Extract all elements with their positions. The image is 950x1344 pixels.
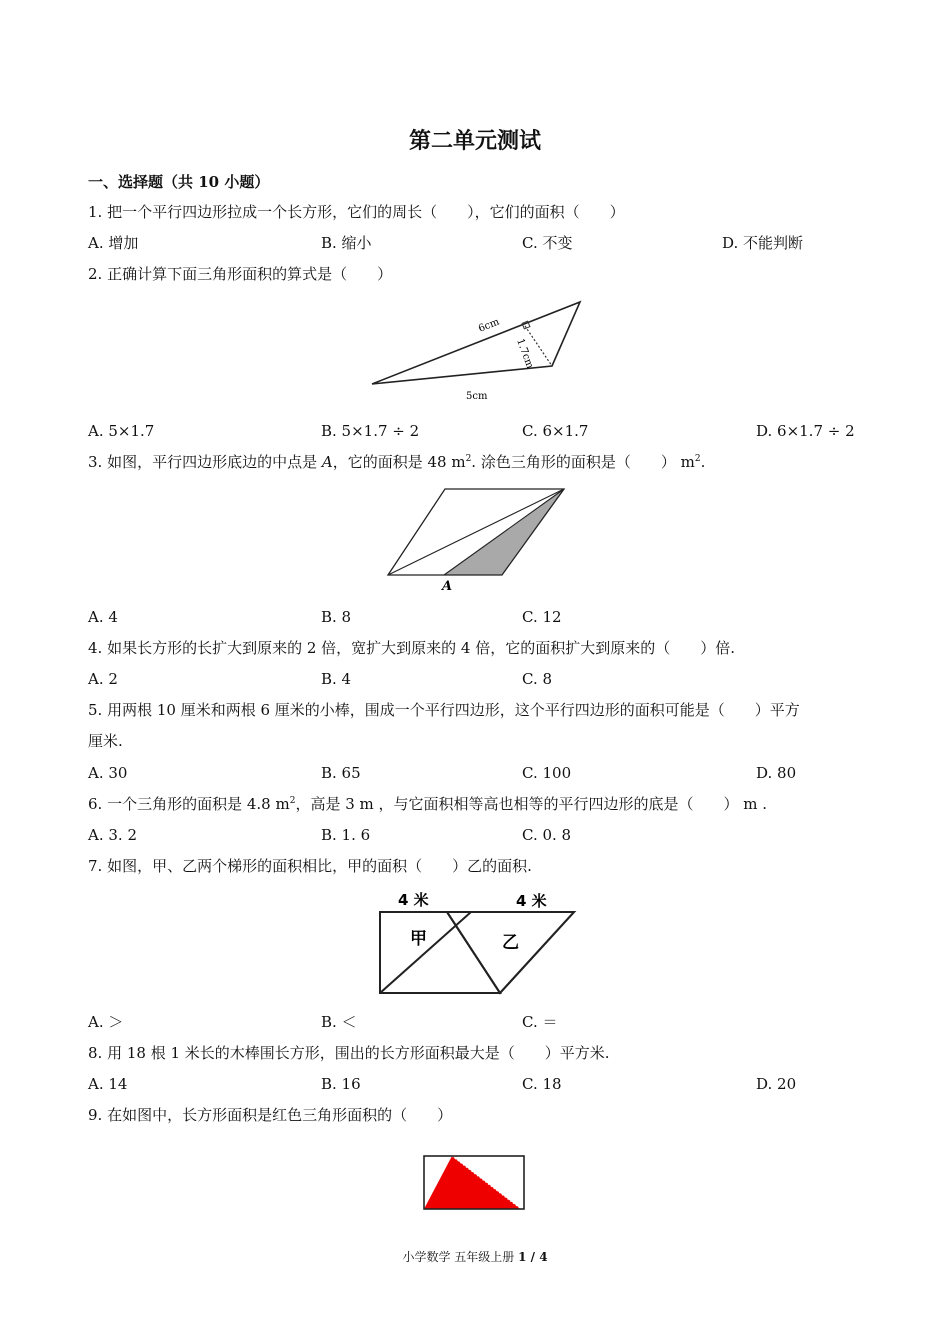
q7-option-a[interactable]: A. ＞ <box>88 1013 124 1031</box>
q5-option-c[interactable]: C. 100 <box>522 764 572 782</box>
diagonal-line-2 <box>447 912 500 993</box>
q8-option-b[interactable]: B. 16 <box>321 1075 361 1093</box>
page-footer <box>0 1249 950 1265</box>
label-a: A <box>442 579 453 594</box>
q6-option-b[interactable]: B. 1. 6 <box>321 826 371 844</box>
q5-option-b[interactable]: B. 65 <box>321 764 361 782</box>
q3-option-c[interactable]: C. 12 <box>522 608 562 626</box>
q7-trapezoids-figure <box>374 882 580 1000</box>
triangle-shape <box>372 302 580 384</box>
label-yi: 乙 <box>502 933 519 953</box>
q1-option-c[interactable]: C. 不变 <box>522 234 573 252</box>
red-triangle <box>424 1156 521 1209</box>
question-2-text: 2. 正确计算下面三角形面积的算式是（ ） <box>88 265 393 283</box>
page-number: 1 / 4 <box>518 1250 548 1264</box>
q6-option-c[interactable]: C. 0. 8 <box>522 826 572 844</box>
q3-option-a[interactable]: A. 4 <box>88 608 118 626</box>
q3-option-b[interactable]: B. 8 <box>321 608 352 626</box>
label-yi-top: 4 米 <box>516 892 547 910</box>
q2-option-b[interactable]: B. 5×1.7 ÷ 2 <box>321 422 420 440</box>
q3-parallelogram-figure <box>382 484 572 594</box>
label-6cm: 6cm <box>477 316 502 335</box>
label-jia: 甲 <box>410 929 427 949</box>
question-1-text: 1. 把一个平行四边形拉成一个长方形，它们的周长（ ），它们的面积（ ） <box>88 203 625 221</box>
question-8-text: 8. 用 18 根 1 米长的木棒围长方形，围出的长方形面积最大是（ ）平方米. <box>88 1044 610 1062</box>
trapezoid-jia <box>380 912 500 993</box>
question-5-text: 5. 用两根 10 厘米和两根 6 厘米的小棒，围成一个平行四边形，这个平行四边形的面积可能是（ ）平方 <box>88 701 800 719</box>
question-9-text: 9. 在如图中，长方形面积是红色三角形面积的（ ） <box>88 1106 453 1124</box>
question-6-text: 6. 一个三角形的面积是 4.8 $m^2$，高是 3 m ，与它面积相等高也相等的平行四边形的底是（ ） m . <box>88 795 768 813</box>
q8-option-c[interactable]: C. 18 <box>522 1075 562 1093</box>
q2-option-c[interactable]: C. 6×1.7 <box>522 422 589 440</box>
question-7-text: 7. 如图，甲、乙两个梯形的面积相比，甲的面积（ ）乙的面积. <box>88 857 532 875</box>
q7-option-b[interactable]: B. ＜ <box>321 1013 357 1031</box>
outer-outline <box>380 912 574 993</box>
q8-option-a[interactable]: A. 14 <box>88 1075 128 1093</box>
diagonal-line-1 <box>380 912 471 993</box>
q1-option-a[interactable]: A. 增加 <box>88 234 139 252</box>
q9-rectangle-figure <box>420 1151 528 1213</box>
q2-option-d[interactable]: D. 6×1.7 ÷ 2 <box>756 422 855 440</box>
q7-option-c[interactable]: C. ＝ <box>522 1013 558 1031</box>
q2-triangle-figure <box>362 296 594 404</box>
page-title: 第二单元测试 <box>408 128 541 154</box>
question-4-text: 4. 如果长方形的长扩大到原来的 2 倍，宽扩大到原来的 4 倍，它的面积扩大到原来的（ ）倍. <box>88 639 736 657</box>
label-jia-top: 4 米 <box>398 891 429 909</box>
q8-option-d[interactable]: D. 20 <box>756 1075 797 1093</box>
q1-option-d[interactable]: D. 不能判断 <box>722 234 804 252</box>
label-5cm: 5cm <box>466 391 488 402</box>
q5-option-d[interactable]: D. 80 <box>756 764 797 782</box>
q4-option-b[interactable]: B. 4 <box>321 670 352 688</box>
q5-option-a[interactable]: A. 30 <box>88 764 128 782</box>
footer-subject: 小学数学 五年级上册 <box>402 1250 515 1264</box>
q1-option-b[interactable]: B. 缩小 <box>321 234 372 252</box>
q2-option-a[interactable]: A. 5×1.7 <box>88 422 155 440</box>
question-5-text-cont: 厘米. <box>88 732 123 750</box>
question-3-text: 3. 如图，平行四边形底边的中点是 A，它的面积是 48 $m^2$. 涂色三角形的面积是（ ） $m^2$. <box>88 453 706 471</box>
section-heading: 一、选择题（共 10 小题） <box>88 173 270 191</box>
q6-option-a[interactable]: A. 3. 2 <box>88 826 137 844</box>
q4-option-c[interactable]: C. 8 <box>522 670 553 688</box>
label-1-7cm: 1.7cm <box>514 337 536 371</box>
q4-option-a[interactable]: A. 2 <box>88 670 118 688</box>
